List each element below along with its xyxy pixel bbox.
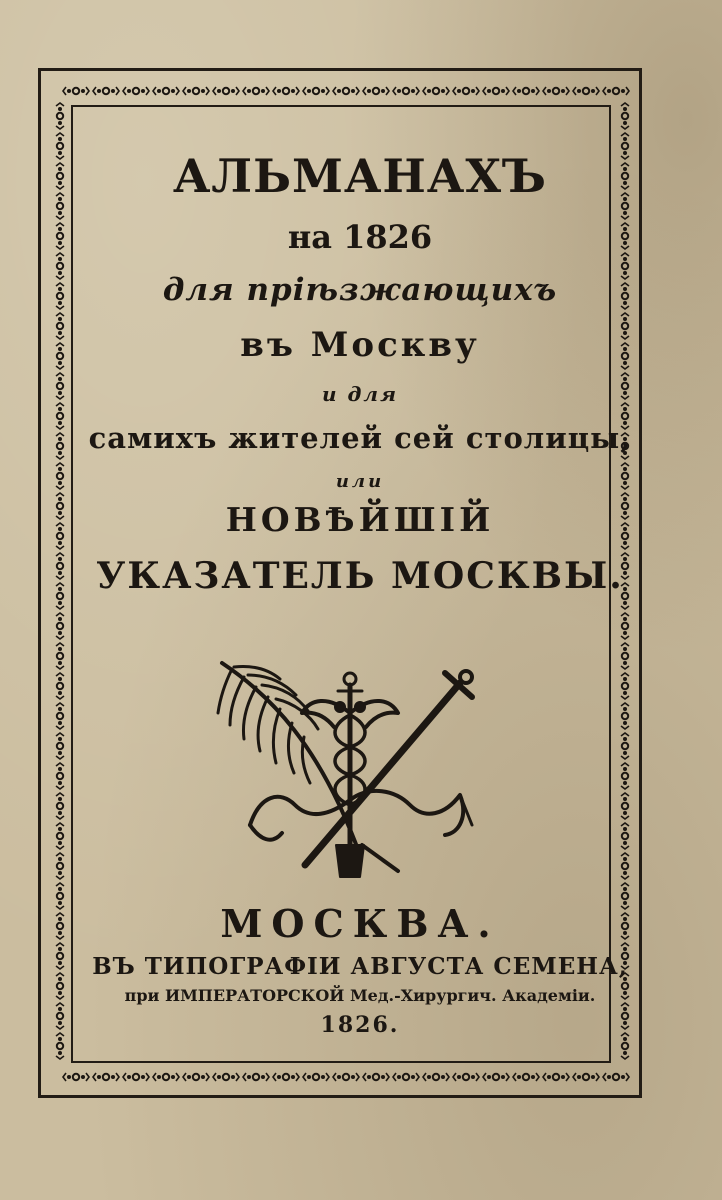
moscow-index-line: УКАЗАТЕЛЬ МОСКВЫ. [96, 555, 624, 597]
and-for-line: и для [322, 382, 398, 406]
eagle-caduceus-sword-palm-emblem-icon [210, 655, 480, 880]
imprint-academy: при ИМПЕРАТОРСКОЙ Мед.-Хирургич. Академіи. [124, 986, 596, 1005]
imprint-year: 1826. [320, 1012, 400, 1038]
newest-line: НОВѢЙШІЙ [225, 500, 495, 539]
imprint-block [72, 901, 648, 1038]
year-line: на 1826 [287, 218, 433, 256]
residents-line: самихъ жителей сей столицы, [88, 421, 632, 455]
for-visitors-line: для пріѣзжающихъ [162, 272, 558, 308]
ornament-border-top [60, 78, 630, 104]
to-moscow-line: въ Москву [240, 325, 480, 365]
or-line: или [335, 471, 385, 492]
imprint-press: ВЪ ТИПОГРАФІИ АВГУСТА СЕМЕНА, [92, 953, 628, 980]
ornament-border-left [47, 100, 73, 1068]
imprint-city: МОСКВА. [220, 901, 500, 946]
title-block [72, 145, 648, 597]
main-title: АЛЬМАНАХЪ [172, 149, 548, 203]
ornament-border-bottom [60, 1064, 630, 1090]
